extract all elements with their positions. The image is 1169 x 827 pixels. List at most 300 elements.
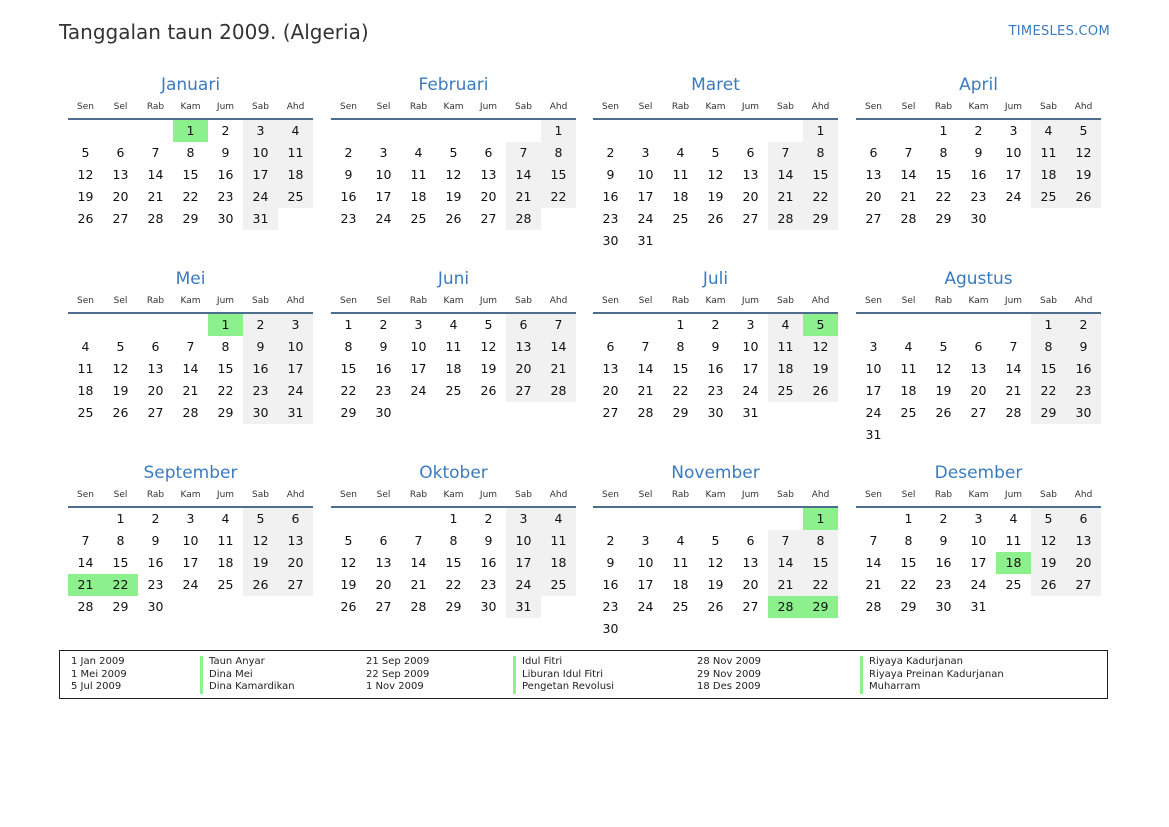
- weekday-label: Rab: [146, 296, 165, 306]
- empty-cell: [996, 314, 1031, 336]
- week-row: [331, 552, 576, 574]
- month-maret: [593, 74, 838, 252]
- empty-cell: [856, 120, 891, 142]
- day-cell: 5: [243, 508, 278, 530]
- day-cell: 5: [449, 145, 458, 160]
- day-cell: 26: [340, 599, 357, 614]
- day-cell: 14: [900, 167, 917, 182]
- day-cell: 17: [243, 164, 278, 186]
- legend-date: 5 Jul 2009: [71, 681, 122, 692]
- week-row: [593, 574, 838, 596]
- week-row: [856, 358, 1101, 380]
- weekday-header: [856, 96, 1101, 120]
- day-cell: 12: [445, 167, 462, 182]
- day-cell: 10: [506, 530, 541, 552]
- weekday-label: Jum: [741, 296, 760, 306]
- day-cell: 21: [68, 574, 103, 596]
- day-cell: 10: [742, 339, 759, 354]
- day-cell: 22: [900, 577, 917, 592]
- week-row: [593, 336, 838, 358]
- day-cell: 10: [182, 533, 199, 548]
- week-row: [593, 618, 838, 640]
- day-cell: 24: [410, 383, 427, 398]
- day-cell: 8: [803, 530, 838, 552]
- day-cell: 26: [707, 211, 724, 226]
- day-cell: 16: [243, 358, 278, 380]
- week-row: [331, 314, 576, 336]
- empty-cell: [593, 120, 628, 142]
- day-cell: 18: [672, 577, 689, 592]
- day-cell: 29: [935, 211, 952, 226]
- week-row: [68, 336, 313, 358]
- empty-cell: [541, 208, 576, 230]
- day-cell: 22: [103, 574, 138, 596]
- day-cell: 22: [182, 189, 199, 204]
- day-cell: 21: [768, 574, 803, 596]
- day-cell: 6: [746, 145, 755, 160]
- weekday-label: Sen: [602, 296, 619, 306]
- weekday-label: Rab: [146, 102, 165, 112]
- day-cell: 25: [410, 211, 427, 226]
- day-cell: 24: [278, 380, 313, 402]
- empty-cell: [698, 508, 733, 530]
- day-cell: 11: [445, 339, 462, 354]
- day-cell: 19: [112, 383, 129, 398]
- day-cell: 15: [803, 552, 838, 574]
- weekday-label: Ahd: [549, 296, 568, 306]
- day-cell: 27: [602, 405, 619, 420]
- empty-cell: [506, 402, 541, 424]
- weekday-label: Jum: [479, 296, 498, 306]
- day-cell: 18: [278, 164, 313, 186]
- week-row: [856, 164, 1101, 186]
- day-cell: 12: [112, 361, 129, 376]
- day-cell: 22: [803, 186, 838, 208]
- day-cell: 3: [414, 317, 423, 332]
- day-cell: 24: [637, 211, 654, 226]
- week-row: [593, 142, 838, 164]
- day-cell: 10: [243, 142, 278, 164]
- empty-cell: [663, 120, 698, 142]
- weekday-label: Sel: [901, 296, 916, 306]
- week-row: [331, 530, 576, 552]
- month-name: Agustus: [944, 269, 1013, 289]
- legend-holiday-name: Taun Anyar: [200, 656, 265, 669]
- weekday-label: Sab: [777, 296, 794, 306]
- day-cell: 15: [935, 167, 952, 182]
- month-name: Maret: [691, 75, 740, 95]
- day-cell: 22: [803, 574, 838, 596]
- day-cell: 4: [81, 339, 90, 354]
- day-cell: 8: [186, 145, 195, 160]
- week-row: [68, 508, 313, 530]
- day-cell: 2: [344, 145, 353, 160]
- day-cell: 8: [449, 533, 458, 548]
- day-cell: 12: [480, 339, 497, 354]
- day-cell: 31: [243, 208, 278, 230]
- legend-date: 18 Des 2009: [697, 681, 761, 692]
- day-cell: 7: [541, 314, 576, 336]
- day-cell: 14: [77, 555, 94, 570]
- day-cell: 14: [541, 336, 576, 358]
- day-cell: 16: [480, 555, 497, 570]
- day-cell: 4: [541, 508, 576, 530]
- week-row: [856, 402, 1101, 424]
- page-title: Tanggalan taun 2009. (Algeria): [59, 20, 369, 44]
- weekday-label: Rab: [671, 102, 690, 112]
- day-cell: 16: [707, 361, 724, 376]
- week-row: [593, 230, 838, 252]
- day-cell: 18: [768, 358, 803, 380]
- month-mei: [68, 268, 313, 424]
- empty-cell: [891, 120, 926, 142]
- day-cell: 27: [742, 599, 759, 614]
- day-cell: 6: [484, 145, 493, 160]
- weekday-label: Sen: [77, 102, 94, 112]
- empty-cell: [961, 424, 996, 446]
- day-cell: 10: [375, 167, 392, 182]
- day-cell: 19: [340, 577, 357, 592]
- day-cell: 26: [112, 405, 129, 420]
- day-cell: 16: [340, 189, 357, 204]
- month-januari: [68, 74, 313, 230]
- day-cell: 18: [77, 383, 94, 398]
- day-cell: 3: [379, 145, 388, 160]
- weekday-header: [68, 290, 313, 314]
- day-cell: 15: [803, 164, 838, 186]
- day-cell: 3: [278, 314, 313, 336]
- day-cell: 7: [151, 145, 160, 160]
- month-september: [68, 462, 313, 618]
- day-cell: 11: [278, 142, 313, 164]
- month-november: [593, 462, 838, 640]
- weekday-label: Kam: [705, 490, 726, 500]
- day-cell: 9: [974, 145, 983, 160]
- day-cell: 26: [1031, 574, 1066, 596]
- week-row: [331, 336, 576, 358]
- day-cell: 15: [340, 361, 357, 376]
- empty-cell: [1031, 596, 1066, 618]
- day-cell: 7: [641, 339, 650, 354]
- day-cell: 25: [768, 380, 803, 402]
- weekday-header: [593, 484, 838, 508]
- day-cell: 27: [278, 574, 313, 596]
- day-cell: 29: [340, 405, 357, 420]
- empty-cell: [996, 424, 1031, 446]
- day-cell: 6: [869, 145, 878, 160]
- day-cell: 17: [506, 552, 541, 574]
- day-cell: 5: [81, 145, 90, 160]
- weekday-label: Sel: [376, 102, 391, 112]
- week-row: [68, 208, 313, 230]
- day-cell: 21: [147, 189, 164, 204]
- weekday-label: Sen: [865, 296, 882, 306]
- day-cell: 18: [672, 189, 689, 204]
- day-cell: 1: [1031, 314, 1066, 336]
- empty-cell: [961, 314, 996, 336]
- day-cell: 13: [112, 167, 129, 182]
- day-cell: 2: [939, 511, 948, 526]
- day-cell: 19: [480, 361, 497, 376]
- day-cell: 25: [77, 405, 94, 420]
- weekday-label: Sab: [515, 296, 532, 306]
- week-row: [593, 358, 838, 380]
- day-cell: 28: [147, 211, 164, 226]
- day-cell: 5: [1031, 508, 1066, 530]
- week-row: [856, 120, 1101, 142]
- day-cell: 11: [1005, 533, 1022, 548]
- day-cell: 6: [606, 339, 615, 354]
- week-row: [331, 358, 576, 380]
- weekday-label: Jum: [216, 490, 235, 500]
- weekday-label: Sel: [638, 296, 653, 306]
- week-row: [68, 314, 313, 336]
- weekday-label: Sab: [1040, 102, 1057, 112]
- day-cell: 12: [707, 555, 724, 570]
- weekday-label: Rab: [409, 102, 428, 112]
- day-cell: 7: [768, 142, 803, 164]
- week-row: [68, 530, 313, 552]
- day-cell: 15: [217, 361, 234, 376]
- day-cell: 4: [449, 317, 458, 332]
- day-cell: 23: [375, 383, 392, 398]
- day-cell: 18: [541, 552, 576, 574]
- week-row: [856, 574, 1101, 596]
- empty-cell: [278, 596, 313, 618]
- week-row: [593, 186, 838, 208]
- weekday-label: Ahd: [549, 102, 568, 112]
- day-cell: 4: [1031, 120, 1066, 142]
- month-name: Oktober: [419, 463, 488, 483]
- empty-cell: [366, 508, 401, 530]
- day-cell: 7: [186, 339, 195, 354]
- holiday-legend: [59, 650, 1108, 699]
- day-cell: 7: [768, 530, 803, 552]
- weekday-label: Sel: [113, 102, 128, 112]
- day-cell: 4: [1009, 511, 1018, 526]
- weekday-label: Sen: [602, 102, 619, 112]
- day-cell: 24: [970, 577, 987, 592]
- empty-cell: [173, 596, 208, 618]
- day-cell: 20: [1066, 552, 1101, 574]
- day-cell: 24: [375, 211, 392, 226]
- day-cell: 27: [742, 211, 759, 226]
- day-cell: 15: [182, 167, 199, 182]
- day-cell: 23: [602, 211, 619, 226]
- day-cell: 15: [672, 361, 689, 376]
- day-cell: 31: [865, 427, 882, 442]
- empty-cell: [698, 120, 733, 142]
- week-row: [68, 596, 313, 618]
- day-cell: 12: [1066, 142, 1101, 164]
- weekday-label: Rab: [146, 490, 165, 500]
- day-cell: 6: [116, 145, 125, 160]
- day-cell: 27: [112, 211, 129, 226]
- weekday-label: Ahd: [549, 490, 568, 500]
- day-cell: 17: [278, 358, 313, 380]
- day-cell: 7: [506, 142, 541, 164]
- empty-cell: [541, 596, 576, 618]
- weekday-label: Sel: [376, 490, 391, 500]
- month-desember: [856, 462, 1101, 618]
- day-cell: 25: [217, 577, 234, 592]
- day-cell: 21: [637, 383, 654, 398]
- day-cell: 28: [637, 405, 654, 420]
- week-row: [593, 552, 838, 574]
- weekday-label: Ahd: [1074, 296, 1093, 306]
- day-cell: 17: [1005, 167, 1022, 182]
- day-cell: 26: [803, 380, 838, 402]
- empty-cell: [856, 314, 891, 336]
- day-cell: 4: [676, 533, 685, 548]
- day-cell: 11: [768, 336, 803, 358]
- empty-cell: [278, 208, 313, 230]
- day-cell: 30: [480, 599, 497, 614]
- month-juni: [331, 268, 576, 424]
- day-cell: 7: [869, 533, 878, 548]
- day-cell: 16: [1066, 358, 1101, 380]
- empty-cell: [663, 618, 698, 640]
- week-row: [856, 508, 1101, 530]
- empty-cell: [401, 120, 436, 142]
- day-cell: 4: [768, 314, 803, 336]
- day-cell: 20: [147, 383, 164, 398]
- day-cell: 1: [904, 511, 913, 526]
- day-cell: 20: [865, 189, 882, 204]
- day-cell: 9: [243, 336, 278, 358]
- week-row: [856, 596, 1101, 618]
- day-cell: 23: [602, 599, 619, 614]
- weekday-label: Jum: [479, 102, 498, 112]
- weekday-label: Ahd: [286, 296, 305, 306]
- day-cell: 2: [243, 314, 278, 336]
- empty-cell: [996, 208, 1031, 230]
- month-februari: [331, 74, 576, 230]
- day-cell: 20: [480, 189, 497, 204]
- day-cell: 3: [1009, 123, 1018, 138]
- day-cell: 13: [865, 167, 882, 182]
- empty-cell: [663, 508, 698, 530]
- empty-cell: [768, 402, 803, 424]
- day-cell: 18: [900, 383, 917, 398]
- day-cell: 9: [379, 339, 388, 354]
- week-row: [593, 596, 838, 618]
- day-cell: 21: [182, 383, 199, 398]
- legend-holiday-name: Pengetan Revolusi: [513, 681, 614, 694]
- day-cell: 1: [208, 314, 243, 336]
- weekday-label: Sab: [252, 102, 269, 112]
- weekday-header: [593, 96, 838, 120]
- legend-date: 1 Jan 2009: [71, 656, 125, 667]
- empty-cell: [628, 314, 663, 336]
- day-cell: 14: [865, 555, 882, 570]
- weekday-header: [856, 484, 1101, 508]
- weekday-header: [593, 290, 838, 314]
- day-cell: 24: [637, 599, 654, 614]
- day-cell: 1: [449, 511, 458, 526]
- day-cell: 29: [217, 405, 234, 420]
- day-cell: 30: [602, 233, 619, 248]
- day-cell: 24: [506, 574, 541, 596]
- day-cell: 27: [480, 211, 497, 226]
- day-cell: 10: [1005, 145, 1022, 160]
- week-row: [856, 424, 1101, 446]
- day-cell: 28: [1005, 405, 1022, 420]
- weekday-label: Sel: [113, 296, 128, 306]
- week-row: [68, 574, 313, 596]
- week-row: [68, 142, 313, 164]
- day-cell: 27: [375, 599, 392, 614]
- empty-cell: [733, 508, 768, 530]
- day-cell: 19: [1066, 164, 1101, 186]
- day-cell: 2: [711, 317, 720, 332]
- month-name: Januari: [160, 75, 221, 95]
- day-cell: 11: [672, 555, 689, 570]
- empty-cell: [541, 402, 576, 424]
- empty-cell: [1066, 208, 1101, 230]
- month-juli: [593, 268, 838, 424]
- day-cell: 24: [182, 577, 199, 592]
- empty-cell: [243, 596, 278, 618]
- empty-cell: [138, 120, 173, 142]
- day-cell: 30: [243, 402, 278, 424]
- weekday-label: Sel: [901, 102, 916, 112]
- weekday-label: Kam: [180, 102, 201, 112]
- month-oktober: [331, 462, 576, 618]
- weekday-label: Rab: [409, 490, 428, 500]
- day-cell: 18: [1031, 164, 1066, 186]
- month-name: Juni: [437, 269, 470, 289]
- day-cell: 3: [641, 533, 650, 548]
- empty-cell: [768, 508, 803, 530]
- week-row: [593, 380, 838, 402]
- day-cell: 11: [672, 167, 689, 182]
- weekday-label: Sen: [865, 102, 882, 112]
- day-cell: 21: [506, 186, 541, 208]
- day-cell: 13: [742, 167, 759, 182]
- weekday-label: Kam: [968, 296, 989, 306]
- day-cell: 5: [116, 339, 125, 354]
- day-cell: 10: [410, 339, 427, 354]
- weekday-label: Sen: [340, 490, 357, 500]
- day-cell: 27: [506, 380, 541, 402]
- weekday-label: Ahd: [286, 490, 305, 500]
- day-cell: 1: [803, 508, 838, 530]
- site-link[interactable]: TIMESLES.COM: [1008, 24, 1110, 39]
- day-cell: 25: [672, 211, 689, 226]
- day-cell: 5: [711, 145, 720, 160]
- day-cell: 3: [641, 145, 650, 160]
- day-cell: 3: [243, 120, 278, 142]
- day-cell: 13: [278, 530, 313, 552]
- day-cell: 27: [865, 211, 882, 226]
- empty-cell: [926, 424, 961, 446]
- empty-cell: [68, 120, 103, 142]
- day-cell: 19: [707, 577, 724, 592]
- day-cell: 23: [480, 577, 497, 592]
- month-name: Juli: [702, 269, 729, 289]
- day-cell: 22: [445, 577, 462, 592]
- day-cell: 6: [278, 508, 313, 530]
- weekday-label: Rab: [671, 296, 690, 306]
- day-cell: 12: [340, 555, 357, 570]
- empty-cell: [436, 402, 471, 424]
- empty-cell: [506, 120, 541, 142]
- day-cell: 7: [904, 145, 913, 160]
- day-cell: 20: [742, 189, 759, 204]
- weekday-header: [68, 96, 313, 120]
- week-row: [593, 530, 838, 552]
